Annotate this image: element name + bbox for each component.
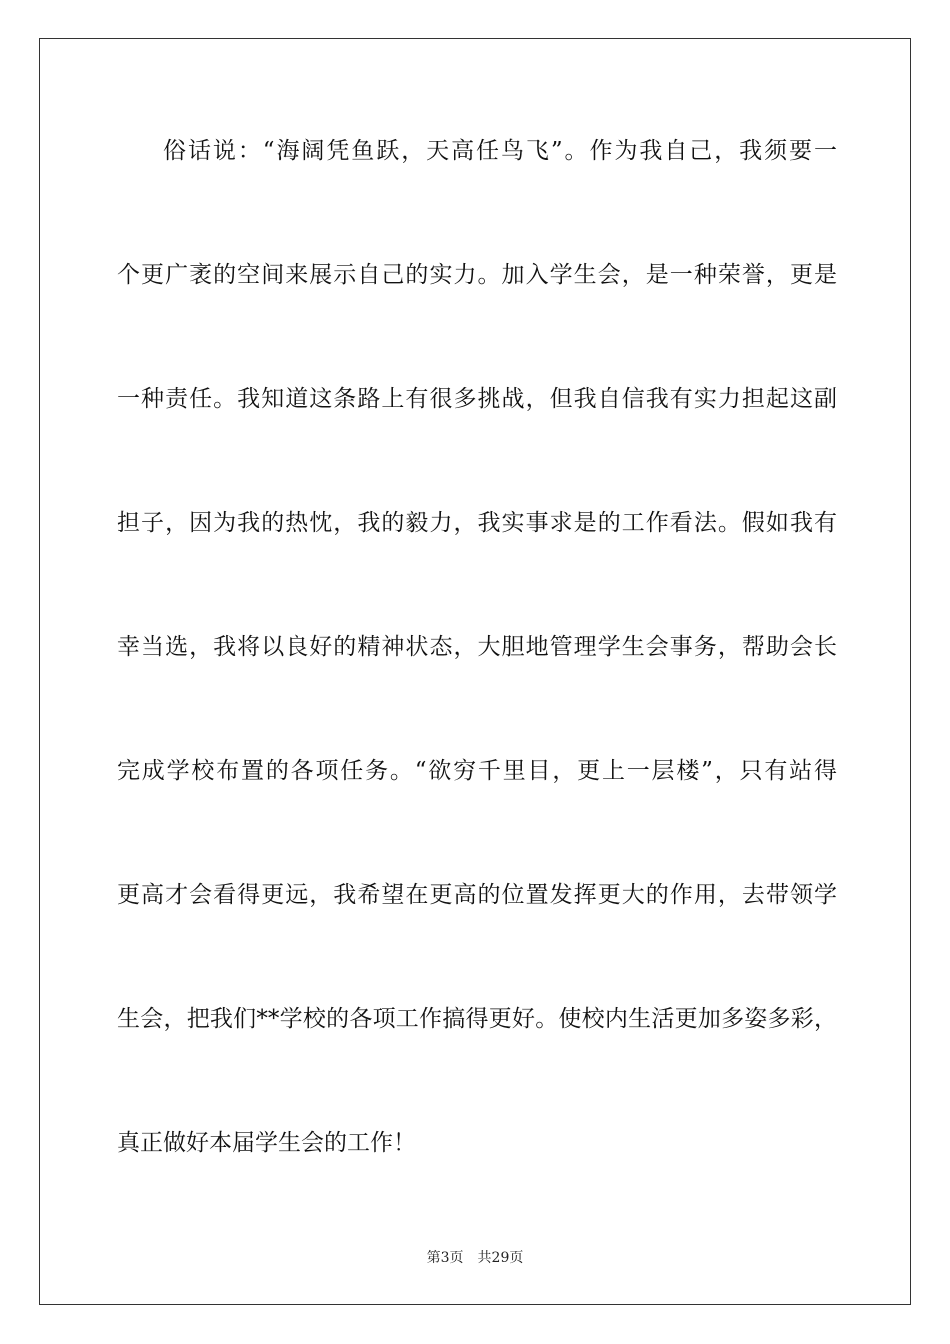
page-number-total: 共29页 bbox=[477, 1250, 524, 1266]
paragraph-line: 俗话说：“海阔凭鱼跃，天高任鸟飞”。作为我自己，我须要一 bbox=[163, 138, 837, 164]
paragraph-line: 担子，因为我的热忱，我的毅力，我实事求是的工作看法。假如我有 bbox=[117, 510, 837, 536]
paragraph-line: 生会，把我们**学校的各项工作搞得更好。使校内生活更加多姿多彩， bbox=[117, 1006, 837, 1032]
page-footer bbox=[0, 1247, 950, 1267]
page-frame bbox=[39, 38, 911, 1305]
paragraph-line: 幸当选，我将以良好的精神状态，大胆地管理学生会事务，帮助会长 bbox=[117, 634, 837, 660]
paragraph-line: 更高才会看得更远，我希望在更高的位置发挥更大的作用，去带领学 bbox=[117, 882, 837, 908]
paragraph-line: 个更广袤的空间来展示自己的实力。加入学生会，是一种荣誉，更是 bbox=[117, 262, 837, 288]
paragraph-line: 完成学校布置的各项任务。“欲穷千里目，更上一层楼”，只有站得 bbox=[117, 758, 837, 784]
paragraph-line: 真正做好本届学生会的工作！ bbox=[117, 1130, 416, 1156]
paragraph-line: 一种责任。我知道这条路上有很多挑战，但我自信我有实力担起这副 bbox=[117, 386, 837, 412]
page-number-current: 第3页 bbox=[426, 1250, 464, 1266]
